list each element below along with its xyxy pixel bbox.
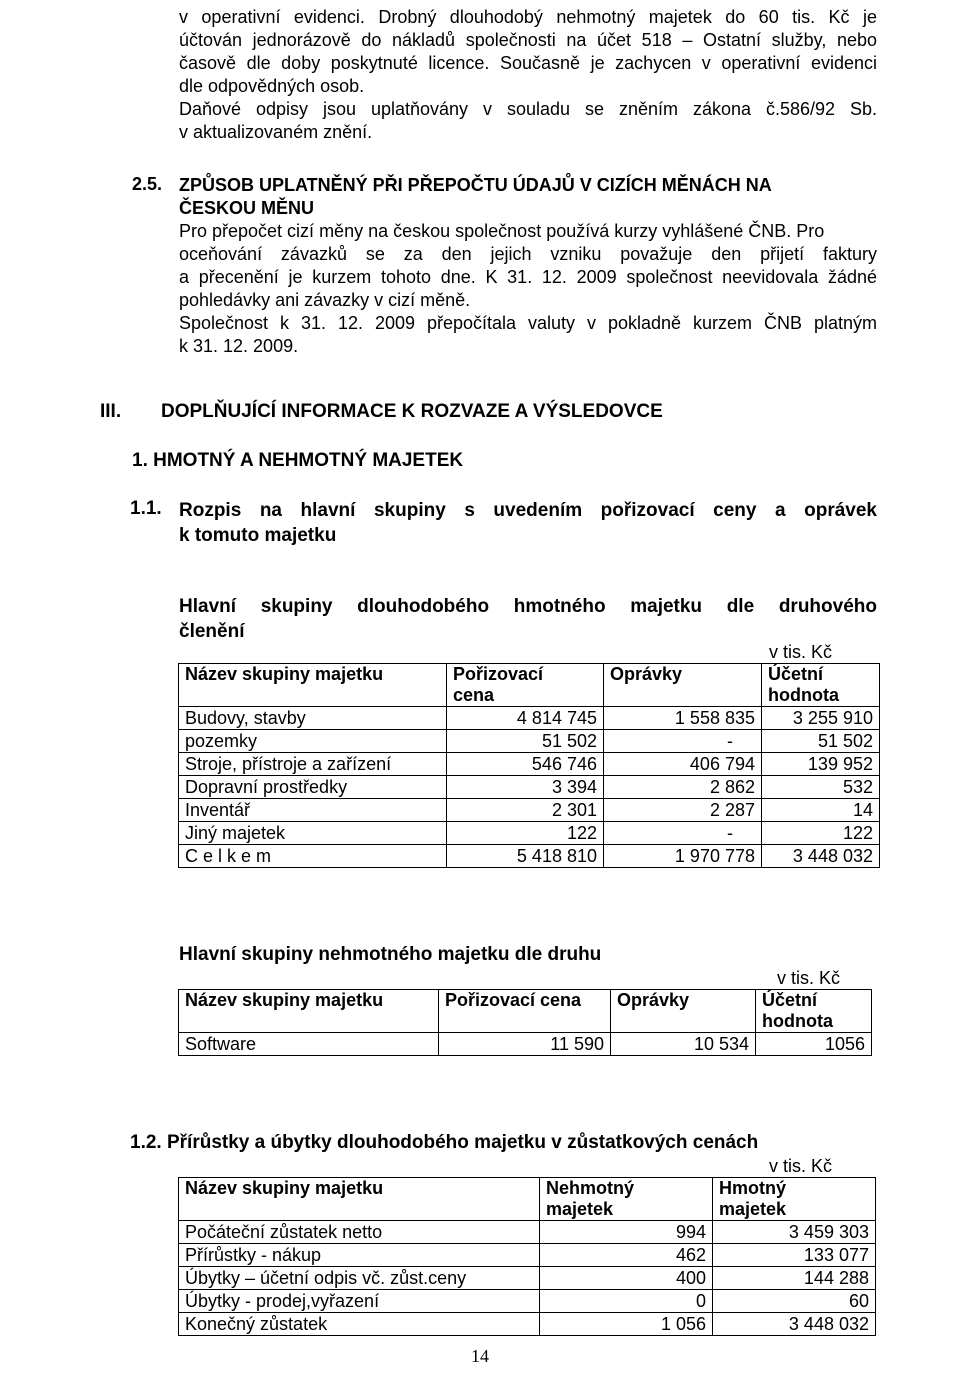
table-header-row (179, 1178, 876, 1221)
table-cell: 3 448 032 (713, 1313, 876, 1336)
table-cell: 122 (447, 822, 604, 845)
subsection-title: 1. HMOTNÝ A NEHMOTNÝ MAJETEK (132, 450, 464, 471)
section-title (179, 174, 879, 220)
table-cell: 0 (540, 1290, 713, 1313)
page-number: 14 (471, 1346, 489, 1366)
table-cell: Jiný majetek (179, 822, 447, 845)
table-cell: 1 056 (540, 1313, 713, 1336)
table-row (179, 799, 880, 822)
table-cell: 5 418 810 (447, 845, 604, 868)
table-title (179, 594, 877, 644)
table-cell: Úbytky - prodej,vyřazení (179, 1290, 540, 1313)
table-cell: Konečný zůstatek (179, 1313, 540, 1336)
table-cell: - (604, 730, 762, 753)
table-cell: 406 794 (604, 753, 762, 776)
table-cell: Úbytky – účetní odpis vč. zůst.ceny (179, 1267, 540, 1290)
table-cell: 1 558 835 (604, 707, 762, 730)
table-cell: 144 288 (713, 1267, 876, 1290)
table-cell: 3 459 303 (713, 1221, 876, 1244)
table-row (179, 1033, 872, 1056)
column-header: Hmotný majetek (713, 1178, 876, 1221)
table-row (179, 1244, 876, 1267)
column-header: Pořizovací cena (439, 990, 611, 1033)
intro-line: Daňové odpisy jsou uplatňovány v souladu se zněním zákona č.586/92 Sb. (179, 99, 877, 119)
paragraph-line: Společnost k 31. 12. 2009 přepočítala valuty v pokladně kurzem ČNB platným (179, 313, 877, 333)
table-cell: 11 590 (439, 1033, 611, 1056)
table-row (179, 1267, 876, 1290)
table-cell: 1 970 778 (604, 845, 762, 868)
intro-line: časově dle doby poskytnuté licence. Současně je zachycen v operativní evidenci (179, 53, 877, 73)
table-row (179, 1313, 876, 1336)
intro-line: účtován jednorázově do nákladů společnosti na účet 518 – Ostatní služby, nebo (179, 30, 877, 50)
section-title-line: ČESKOU MĚNU (179, 198, 315, 218)
table-cell: Dopravní prostředky (179, 776, 447, 799)
column-header: Název skupiny majetku (179, 664, 447, 707)
column-header: Účetní hodnota (756, 990, 872, 1033)
table-cell: 139 952 (762, 753, 880, 776)
table-cell: 122 (762, 822, 880, 845)
table-row (179, 730, 880, 753)
section-title-line: ZPŮSOB UPLATNĚNÝ PŘI PŘEPOČTU ÚDAJŮ V CIZÍCH MĚNÁCH NA (179, 175, 772, 195)
table-cell: Inventář (179, 799, 447, 822)
table-cell: 462 (540, 1244, 713, 1267)
table-cell: 2 287 (604, 799, 762, 822)
subsection-number: 1.1. (130, 498, 162, 519)
table-cell: 3 394 (447, 776, 604, 799)
intro-line: v aktualizovaném znění. (179, 122, 373, 142)
table-row (179, 822, 880, 845)
subsection-title-line: Rozpis na hlavní skupiny s uvedením pořizovací ceny a oprávek (179, 500, 877, 521)
column-header: Název skupiny majetku (179, 990, 439, 1033)
paragraph-line: pohledávky ani závazky v cizí měně. (179, 290, 471, 310)
table-cell: 994 (540, 1221, 713, 1244)
table-total-row (179, 845, 880, 868)
table-cell: 2 862 (604, 776, 762, 799)
table-cell: 2 301 (447, 799, 604, 822)
column-header: Oprávky (604, 664, 762, 707)
table-cell: 3 448 032 (762, 845, 880, 868)
table-cell: pozemky (179, 730, 447, 753)
paragraph-line: Pro přepočet cizí měny na českou společnost používá kurzy vyhlášené ČNB. Pro (179, 221, 825, 241)
asset-changes-table (178, 1177, 876, 1336)
subsection-title-line: k tomuto majetku (179, 525, 337, 546)
section-number: 2.5. (132, 174, 163, 194)
table-row (179, 753, 880, 776)
table-cell: Budovy, stavby (179, 707, 447, 730)
table-cell: 10 534 (611, 1033, 756, 1056)
table-cell: 14 (762, 799, 880, 822)
column-header: Účetní hodnota (762, 664, 880, 707)
table-row (179, 1290, 876, 1313)
table-title-line: Hlavní skupiny dlouhodobého hmotného majetku dle druhového (179, 596, 877, 617)
unit-label: v tis. Kč (776, 968, 840, 988)
table-cell: 51 502 (447, 730, 604, 753)
table-cell: 3 255 910 (762, 707, 880, 730)
table-cell: - (604, 822, 762, 845)
paragraph-line: a přecenění je kurzem tohoto dne. K 31. 12. 2009 společnost neevidovala žádné (179, 267, 877, 287)
table-cell: Stroje, přístroje a zařízení (179, 753, 447, 776)
subsection-title (179, 498, 877, 548)
unit-label: v tis. Kč (768, 1156, 832, 1176)
intro-line: v operativní evidenci. Drobný dlouhodobý nehmotný majetek do 60 tis. Kč je (179, 7, 877, 27)
table-cell: 133 077 (713, 1244, 876, 1267)
table-row (179, 776, 880, 799)
column-header: Název skupiny majetku (179, 1178, 540, 1221)
table-title-line: členění (179, 621, 245, 642)
table-cell: 1056 (756, 1033, 872, 1056)
intro-paragraph (179, 6, 877, 144)
table-header-row (179, 664, 880, 707)
table-row (179, 1221, 876, 1244)
tangible-assets-table (178, 663, 880, 868)
table-header-row (179, 990, 872, 1033)
table-row (179, 707, 880, 730)
intangible-assets-table (178, 989, 872, 1056)
column-header: Oprávky (611, 990, 756, 1033)
intro-line: dle odpovědných osob. (179, 76, 365, 96)
unit-label: v tis. Kč (768, 642, 832, 662)
column-header: Nehmotný majetek (540, 1178, 713, 1221)
paragraph-line: k 31. 12. 2009. (179, 336, 299, 356)
section-title: DOPLŇUJÍCÍ INFORMACE K ROZVAZE A VÝSLEDOVCE (161, 401, 663, 422)
table-cell: Počáteční zůstatek netto (179, 1221, 540, 1244)
section-25-paragraph (179, 220, 877, 358)
table-cell: Software (179, 1033, 439, 1056)
table-cell: 4 814 745 (447, 707, 604, 730)
table-cell: Přírůstky - nákup (179, 1244, 540, 1267)
table-cell: 51 502 (762, 730, 880, 753)
table-cell: 546 746 (447, 753, 604, 776)
subsection-title: 1.2. Přírůstky a úbytky dlouhodobého majetku v zůstatkových cenách (130, 1132, 759, 1153)
column-header: Pořizovací cena (447, 664, 604, 707)
table-cell: C e l k e m (179, 845, 447, 868)
table-title: Hlavní skupiny nehmotného majetku dle druhu (179, 944, 602, 965)
table-cell: 400 (540, 1267, 713, 1290)
paragraph-line: oceňování závazků se za den jejich vzniku považuje den přijetí faktury (179, 244, 877, 264)
table-cell: 532 (762, 776, 880, 799)
section-number: III. (100, 401, 122, 422)
table-cell: 60 (713, 1290, 876, 1313)
